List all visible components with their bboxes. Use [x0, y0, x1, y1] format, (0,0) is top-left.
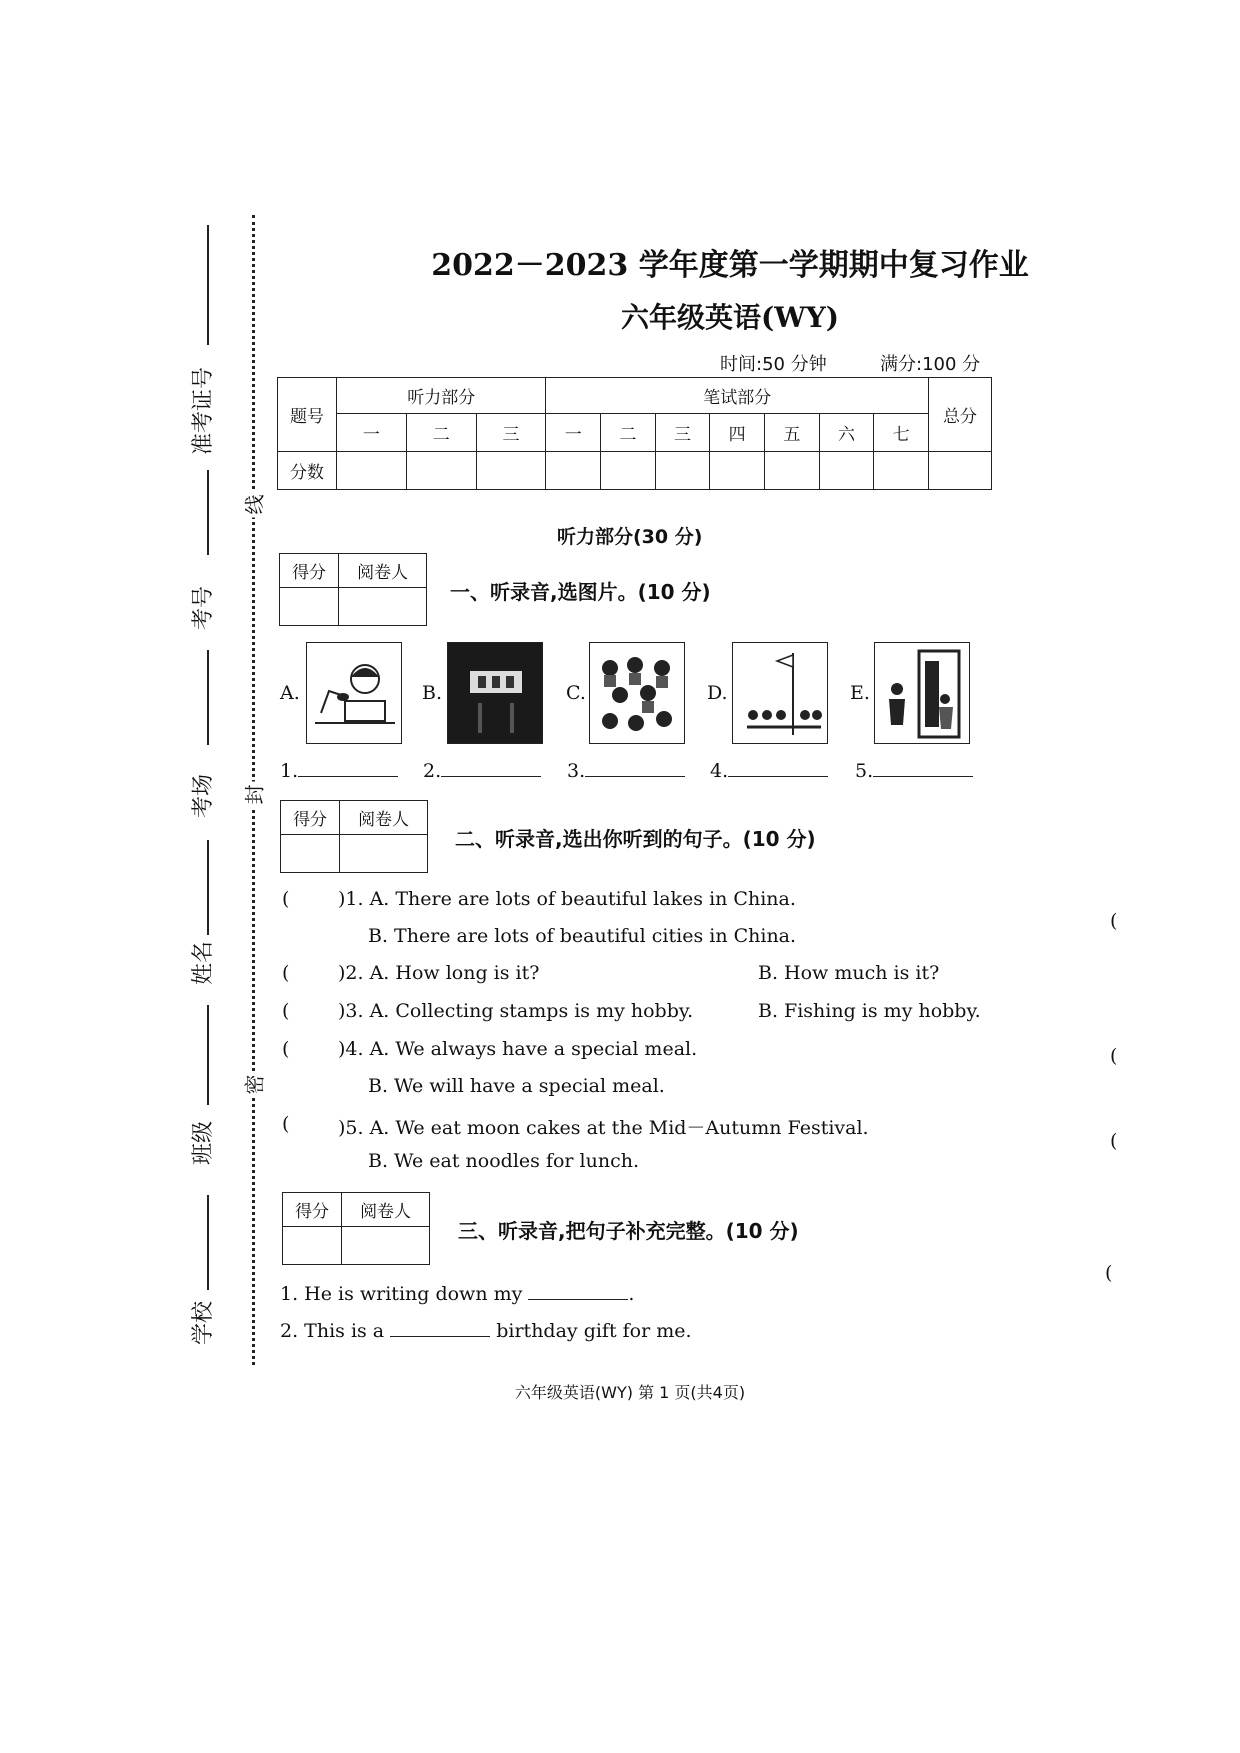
section1-title: 一、听录音,选图片。(10 分): [450, 580, 711, 604]
answer-blank-row: [280, 760, 398, 782]
score-label: 得分: [281, 801, 340, 835]
col-header: 二: [601, 414, 656, 452]
col-header: 一: [546, 414, 601, 452]
score-cell: [874, 452, 929, 490]
full-score: 满分:100 分: [880, 354, 981, 375]
col-header: 四: [710, 414, 765, 452]
score-cell: [765, 452, 820, 490]
col-header: 一: [337, 414, 407, 452]
answer-blank-row: [855, 760, 973, 782]
answer-blank[interactable]: [441, 776, 541, 777]
score-cell: [710, 452, 765, 490]
row-label-score: 分数: [278, 452, 337, 490]
grader-label: 阅卷人: [340, 801, 428, 835]
score-cell: [929, 452, 992, 490]
fill-sentence-2: [280, 1320, 692, 1342]
sentence-2-start: 2. This is a: [280, 1320, 385, 1342]
row-label-question-no: 题号: [278, 378, 337, 452]
exam-title: 2022－2023 学年度第一学期期中复习作业: [431, 248, 1029, 283]
seal-char-line: 线: [239, 492, 268, 518]
field-line: [207, 1005, 209, 1105]
answer-paren[interactable]: (: [282, 1038, 290, 1060]
grader-cell: [340, 835, 428, 873]
sentence-1-start: 1. He is writing down my: [280, 1283, 523, 1305]
grader-box-1: [279, 553, 427, 626]
question-3-a: )3. A. Collecting stamps is my hobby.: [338, 1000, 694, 1022]
option-label: E.: [850, 682, 870, 704]
score-cell: [655, 452, 710, 490]
col-header: 五: [765, 414, 820, 452]
answer-paren[interactable]: (: [282, 1113, 290, 1135]
answer-paren[interactable]: (: [282, 1000, 290, 1022]
fill-sentence-1: [280, 1283, 634, 1305]
page-footer: 六年级英语(WY) 第 1 页(共4页): [514, 1383, 746, 1402]
score-cell: [281, 835, 340, 873]
answer-paren[interactable]: (: [282, 962, 290, 984]
answer-blank[interactable]: [873, 776, 973, 777]
question-5-a: )5. A. We eat moon cakes at the Mid－Autumn Festival.: [338, 1117, 869, 1139]
option-label: B.: [422, 682, 443, 704]
score-label: 得分: [283, 1193, 342, 1227]
grader-box-2: [280, 800, 428, 873]
picture-c-crowd: [589, 642, 685, 744]
score-label: 得分: [280, 554, 339, 588]
listening-heading: 听力部分(30 分): [557, 526, 703, 548]
option-label: D.: [707, 682, 728, 704]
edge-paren: (: [1110, 1130, 1118, 1152]
picture-d-flag-raising: [732, 642, 828, 744]
question-4-a: )4. A. We always have a special meal.: [338, 1038, 698, 1060]
score-cell: [406, 452, 476, 490]
score-cell: [280, 588, 339, 626]
col-header: 二: [406, 414, 476, 452]
field-line: [207, 470, 209, 555]
grader-cell: [342, 1227, 430, 1265]
blank-number: 1.: [280, 760, 299, 782]
blank-number: 4.: [710, 760, 729, 782]
section2-title: 二、听录音,选出你听到的句子。(10 分): [455, 827, 816, 851]
total-header: 总分: [929, 378, 992, 452]
grader-cell: [339, 588, 427, 626]
score-cell: [546, 452, 601, 490]
field-exam-room: 考场: [191, 773, 216, 818]
field-name: 姓名: [191, 940, 216, 985]
answer-blank[interactable]: [728, 776, 828, 777]
option-label: A.: [280, 682, 300, 704]
col-header: 三: [655, 414, 710, 452]
question-1-b: B. There are lots of beautiful cities in China.: [368, 925, 797, 947]
grader-label: 阅卷人: [339, 554, 427, 588]
edge-paren: (: [1105, 1262, 1113, 1284]
picture-e-visiting-door: [874, 642, 970, 744]
listening-group-header: 听力部分: [337, 378, 546, 414]
score-cell: [601, 452, 656, 490]
field-line: [207, 1195, 209, 1290]
section3-title: 三、听录音,把句子补充完整。(10 分): [458, 1219, 799, 1243]
blank-number: 3.: [567, 760, 586, 782]
question-4-b: B. We will have a special meal.: [368, 1075, 665, 1097]
answer-blank[interactable]: [390, 1336, 490, 1337]
edge-paren: (: [1110, 910, 1118, 932]
question-5-b: B. We eat noodles for lunch.: [368, 1150, 640, 1172]
door-visit-icon: [875, 643, 969, 743]
sentence-2-end: birthday gift for me.: [496, 1320, 692, 1342]
question-3-b: B. Fishing is my hobby.: [758, 1000, 981, 1022]
time-limit: 时间:50 分钟: [720, 354, 827, 375]
col-header: 三: [476, 414, 546, 452]
seal-char-secret: 密: [239, 1072, 268, 1098]
flag-icon: [733, 643, 827, 743]
field-line: [207, 650, 209, 745]
sign-board-icon: [448, 643, 542, 743]
question-2-b: B. How much is it?: [758, 962, 940, 984]
sentence-1-end: .: [628, 1283, 635, 1305]
score-cell: [337, 452, 407, 490]
edge-paren: (: [1110, 1045, 1118, 1067]
blank-number: 2.: [423, 760, 442, 782]
grader-box-3: [282, 1192, 430, 1265]
answer-paren[interactable]: (: [282, 888, 290, 910]
blank-number: 5.: [855, 760, 874, 782]
writing-group-header: 笔试部分: [546, 378, 929, 414]
crowd-icon: [590, 643, 684, 743]
answer-blank[interactable]: [298, 776, 398, 777]
answer-blank-row: [710, 760, 828, 782]
answer-blank-row: [567, 760, 685, 782]
field-exam-cert-no: 准考证号: [191, 366, 216, 455]
exam-subtitle: 六年级英语(WY): [621, 301, 839, 334]
score-cell: [476, 452, 546, 490]
col-header: 七: [874, 414, 929, 452]
grader-label: 阅卷人: [342, 1193, 430, 1227]
student-writing-icon: [307, 643, 401, 743]
picture-b-dark-sign: [447, 642, 543, 744]
score-table: [277, 377, 992, 490]
answer-blank-row: [423, 760, 541, 782]
question-1-a: )1. A. There are lots of beautiful lakes in China.: [338, 888, 796, 910]
answer-blank[interactable]: [585, 776, 685, 777]
field-school: 学校: [191, 1300, 216, 1345]
picture-a-student-writing: [306, 642, 402, 744]
score-cell: [283, 1227, 342, 1265]
col-header: 六: [819, 414, 874, 452]
field-exam-no: 考号: [191, 585, 216, 630]
answer-blank[interactable]: [528, 1299, 628, 1300]
score-cell: [819, 452, 874, 490]
field-line: [207, 840, 209, 935]
seal-char-seal: 封: [239, 782, 268, 808]
option-label: C.: [566, 682, 586, 704]
question-2-a: )2. A. How long is it?: [338, 962, 540, 984]
field-class: 班级: [191, 1120, 216, 1165]
